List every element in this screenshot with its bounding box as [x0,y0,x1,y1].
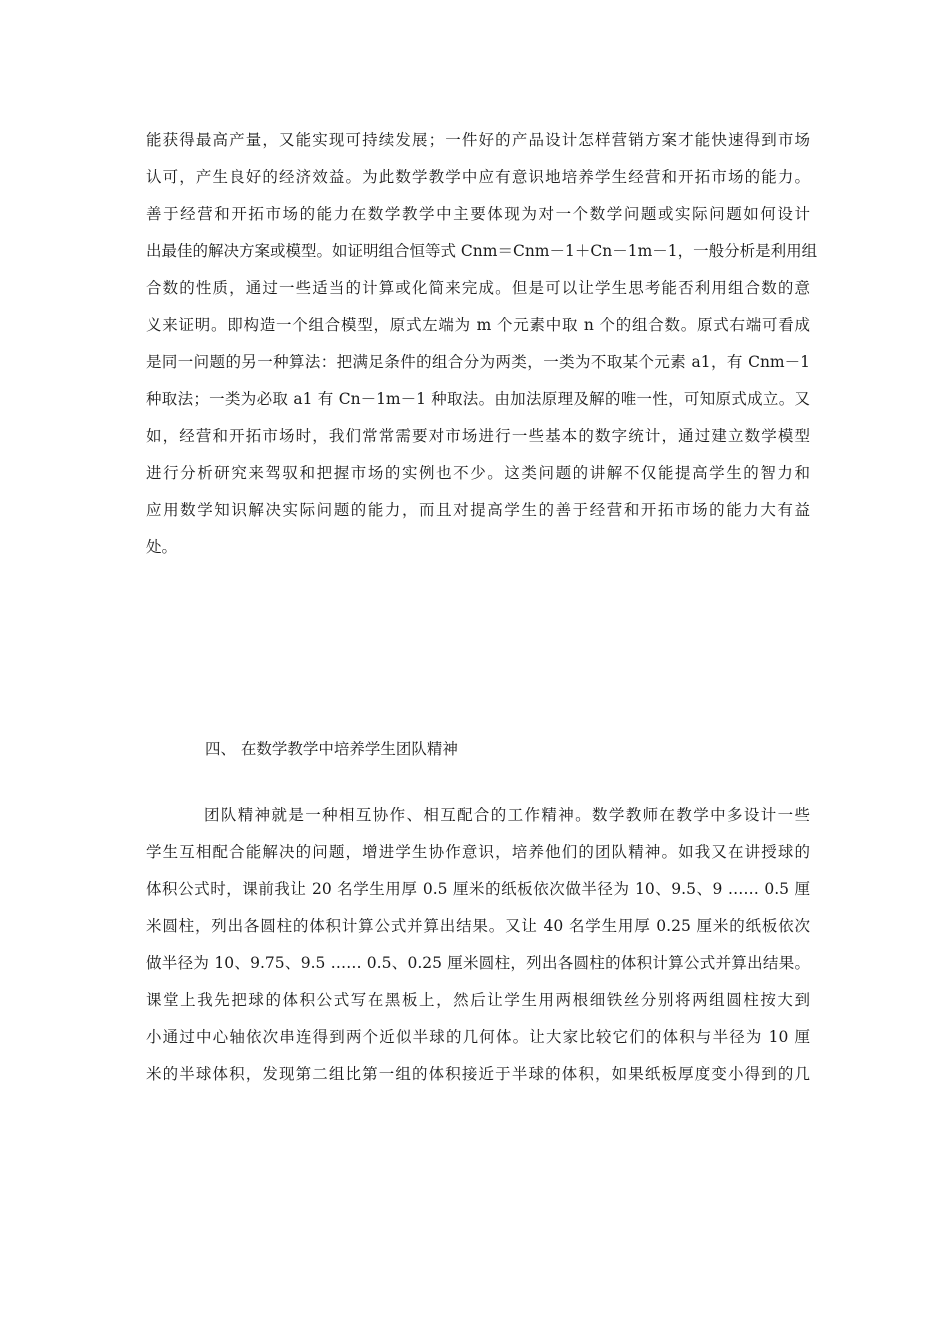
paragraph-line: 认可，产生良好的经济效益。为此数学教学中应有意识地培养学生经营和开拓市场的能力。 [146,168,810,186]
paragraph-line: 米圆柱，列出各圆柱的体积计算公式并算出结果。又让 40 名学生用厚 0.25 厘米的纸板依次 [146,917,810,935]
paragraph-line: 能获得最高产量，又能实现可持续发展；一件好的产品设计怎样营销方案才能快速得到市场 [146,131,810,149]
paragraph-line: 如，经营和开拓市场时，我们常常需要对市场进行一些基本的数字统计，通过建立数学模型 [146,427,810,445]
paragraph-line: 学生互相配合能解决的问题，增进学生协作意识，培养他们的团队精神。如我又在讲授球的 [146,843,810,861]
paragraph-line: 课堂上我先把球的体积公式写在黑板上，然后让学生用两根细铁丝分别将两组圆柱按大到 [146,991,810,1009]
paragraph-team-spirit [146,797,810,1093]
paragraph-line: 应用数学知识解决实际问题的能力，而且对提高学生的善于经营和开拓市场的能力大有益 [146,501,810,519]
paragraph-line: 体积公式时，课前我让 20 名学生用厚 0.5 厘米的纸板依次做半径为 10、9.5、9 …… 0.5 厘 [146,880,810,898]
paragraph-line: 合数的性质，通过一些适当的计算或化简来完成。但是可以让学生思考能否利用组合数的意 [146,279,810,297]
paragraph-market-ability [146,122,818,566]
paragraph-line: 出最佳的解决方案或模型。如证明组合恒等式 Cnm＝Cnm－1＋Cn－1m－1，一般分析是利用组 [146,242,818,260]
paragraph-line: 进行分析研究来驾驭和把握市场的实例也不少。这类问题的讲解不仅能提高学生的智力和 [146,464,810,482]
paragraph-line: 善于经营和开拓市场的能力在数学教学中主要体现为对一个数学问题或实际问题如何设计 [146,205,810,223]
paragraph-line: 做半径为 10、9.75、9.5 …… 0.5、0.25 厘米圆柱，列出各圆柱的体积计算公式并算出结果。 [146,954,810,972]
section-heading: 四、 在数学教学中培养学生团队精神 [205,740,458,758]
paragraph-line: 米的半球体积，发现第二组比第一组的体积接近于半球的体积，如果纸板厚度变小得到的几 [146,1065,810,1083]
paragraph-line: 种取法；一类为必取 a1 有 Cn－1m－1 种取法。由加法原理及解的唯一性，可知原式成立。又 [146,390,810,408]
paragraph-line: 团队精神就是一种相互协作、相互配合的工作精神。数学教师在教学中多设计一些 [204,806,810,824]
paragraph-line: 小通过中心轴依次串连得到两个近似半球的几何体。让大家比较它们的体积与半径为 10 厘 [146,1028,810,1046]
paragraph-line: 处。 [146,538,178,556]
paragraph-line: 义来证明。即构造一个组合模型，原式左端为 m 个元素中取 n 个的组合数。原式右端可看成 [146,316,810,334]
paragraph-line: 是同一问题的另一种算法：把满足条件的组合分为两类，一类为不取某个元素 a1，有 Cnm－1 [146,353,810,371]
